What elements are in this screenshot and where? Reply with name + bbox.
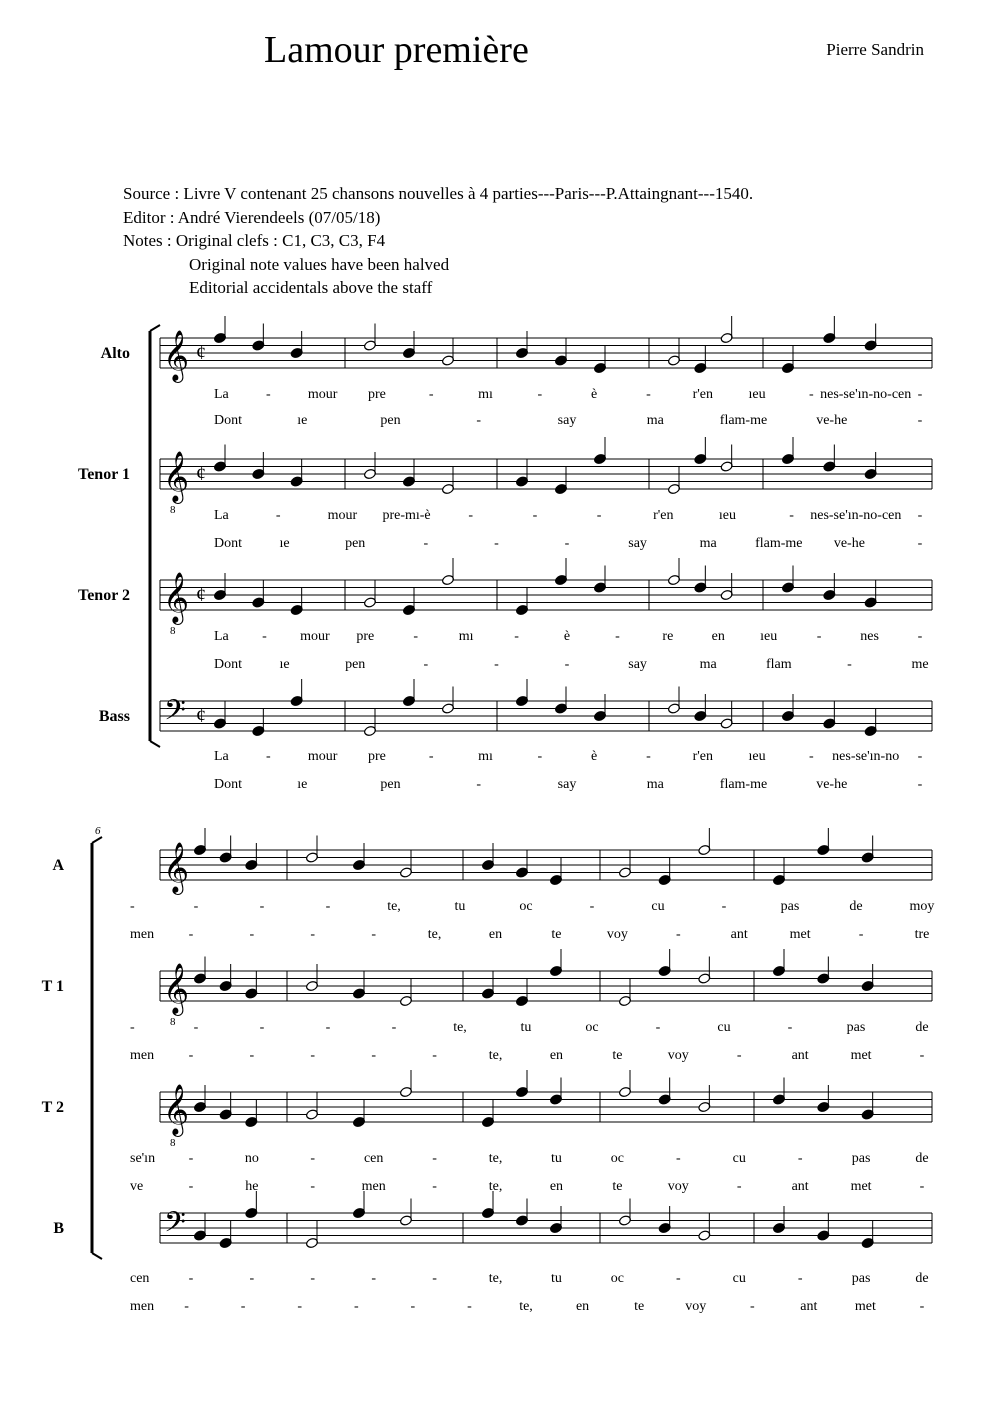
lyric-syllable: say <box>628 657 647 672</box>
lyric-syllable: - <box>325 1020 331 1035</box>
notes-line: Notes : Original clefs : C1, C3, C3, F4 <box>123 231 386 250</box>
lyric-syllable: mı <box>458 629 474 644</box>
lyric-syllable: te, <box>453 1020 467 1035</box>
lyric-syllable: tu <box>520 1020 532 1035</box>
octave-8-mark: 8 <box>170 1016 176 1028</box>
lyric-syllable: - <box>240 1299 246 1314</box>
lyric-syllable: men <box>130 927 155 942</box>
source-line: Source : Livre V contenant 25 chansons nouvelles à 4 parties---Paris---P.Attaingnant---1540. <box>123 184 754 203</box>
lyric-syllable: pen <box>345 536 366 551</box>
lyric-syllable: ma <box>646 777 664 792</box>
lyric-syllable: ma <box>699 536 717 551</box>
lyric-syllable: - <box>919 1179 925 1194</box>
lyric-syllable: - <box>391 1020 397 1035</box>
lyric-syllable: - <box>514 629 519 644</box>
lyric-syllable: men <box>130 1048 155 1063</box>
lyric-syllable: te <box>612 1048 623 1063</box>
lyric-syllable: - <box>816 629 822 644</box>
lyric-syllable: ant <box>791 1048 809 1063</box>
lyric-syllable: - <box>809 749 814 764</box>
lyric-syllable: ve-he <box>816 413 848 428</box>
lyric-syllable: me <box>911 657 929 672</box>
treble-clef-icon: 𝄞 <box>163 331 190 380</box>
lyric-syllable: - <box>476 777 482 792</box>
lyric-syllable: La <box>214 508 229 523</box>
bass-clef-icon: 𝄢 <box>164 696 186 733</box>
lyric-syllable: ıe <box>297 777 308 792</box>
lyric-syllable: pas <box>851 1271 871 1286</box>
cut-time-icon: ¢ <box>196 463 206 485</box>
lyric-syllable: - <box>797 1271 803 1286</box>
part-label: B <box>53 1220 64 1237</box>
lyric-syllable: Dont <box>214 536 242 551</box>
lyric-syllable: - <box>787 1020 793 1035</box>
part-label: Bass <box>98 708 130 725</box>
lyric-syllable: Dont <box>214 413 242 428</box>
lyric-syllable: - <box>675 1151 681 1166</box>
lyric-syllable: say <box>628 536 647 551</box>
lyric-syllable: Dont <box>214 657 242 672</box>
lyric-syllable: ant <box>730 927 748 942</box>
lyric-syllable: pre-mı-è <box>382 508 431 523</box>
bracket-top-hook <box>92 837 102 843</box>
lyric-syllable: - <box>423 536 429 551</box>
lyric-syllable: - <box>919 1048 925 1063</box>
octave-8-mark: 8 <box>170 504 176 516</box>
lyric-syllable: - <box>310 1151 316 1166</box>
lyric-syllable: - <box>537 387 543 402</box>
lyric-syllable: - <box>917 629 923 644</box>
lyric-syllable: - <box>858 927 864 942</box>
measure-number: 6 <box>95 825 101 837</box>
lyric-syllable: - <box>476 413 482 428</box>
lyric-syllable: - <box>494 536 499 551</box>
lyric-syllable: de <box>915 1020 929 1035</box>
lyric-syllable: - <box>275 508 281 523</box>
lyric-syllable: de <box>849 899 863 914</box>
lyric-syllable: - <box>537 749 543 764</box>
lyric-syllable: - <box>646 387 651 402</box>
lyric-syllable: - <box>917 387 923 402</box>
lyric-syllable: - <box>467 1299 472 1314</box>
lyric-syllable: ıe <box>297 413 308 428</box>
lyric-syllable: - <box>130 899 135 914</box>
lyric-syllable: oc <box>610 1271 624 1286</box>
lyric-syllable: - <box>789 508 794 523</box>
lyric-syllable: - <box>564 657 570 672</box>
octave-8-mark: 8 <box>170 625 176 637</box>
lyric-syllable: - <box>310 1271 316 1286</box>
lyric-syllable: nes <box>860 629 879 644</box>
lyric-syllable: è <box>591 749 598 764</box>
part-label: Alto <box>100 345 130 362</box>
lyric-syllable: te, <box>387 899 401 914</box>
lyric-syllable: - <box>259 1020 265 1035</box>
lyric-syllable: en <box>549 1179 564 1194</box>
lyric-syllable: r'en <box>692 387 713 402</box>
cut-time-icon: ¢ <box>196 705 206 727</box>
lyric-syllable: met <box>850 1179 872 1194</box>
bracket-bottom-hook <box>92 1253 102 1259</box>
lyric-syllable: - <box>262 629 267 644</box>
lyric-syllable: - <box>675 1271 681 1286</box>
lyric-syllable: ma <box>646 413 664 428</box>
lyric-syllable: - <box>310 927 316 942</box>
lyric-syllable: - <box>917 777 923 792</box>
lyric-syllable: pen <box>345 657 366 672</box>
lyric-syllable: mour <box>307 387 338 402</box>
lyric-syllable: La <box>214 749 229 764</box>
lyric-syllable: - <box>130 1020 135 1035</box>
lyric-syllable: - <box>297 1299 303 1314</box>
lyric-syllable: - <box>249 1271 255 1286</box>
lyric-syllable: - <box>797 1151 803 1166</box>
lyric-syllable: - <box>249 1048 255 1063</box>
lyric-syllable: en <box>488 927 503 942</box>
lyric-syllable: - <box>428 387 434 402</box>
lyric-syllable: men <box>361 1179 386 1194</box>
lyric-syllable: te, <box>488 1048 503 1063</box>
lyric-syllable: te, <box>427 927 442 942</box>
lyric-syllable: voy <box>667 1179 689 1194</box>
lyric-syllable: - <box>917 536 923 551</box>
lyric-syllable: - <box>188 1271 194 1286</box>
bass-clef-icon: 𝄢 <box>164 1208 186 1245</box>
lyric-syllable: men <box>130 1299 155 1314</box>
lyric-syllable: - <box>432 1179 437 1194</box>
lyric-syllable: moy <box>909 899 935 914</box>
lyric-syllable: pen <box>380 413 401 428</box>
lyric-syllable: flam-me <box>719 777 768 792</box>
lyric-syllable: no <box>244 1151 259 1166</box>
lyric-syllable: de <box>915 1151 929 1166</box>
lyric-syllable: oc <box>585 1020 599 1035</box>
lyric-syllable: - <box>596 508 602 523</box>
lyric-syllable: cen <box>363 1151 384 1166</box>
lyric-syllable: en <box>575 1299 590 1314</box>
lyric-syllable: - <box>410 1299 416 1314</box>
part-label: A <box>52 857 64 874</box>
cut-time-icon: ¢ <box>196 342 206 364</box>
lyric-syllable: - <box>564 536 570 551</box>
lyric-syllable: - <box>736 1179 742 1194</box>
treble-clef-icon: 𝄞 <box>163 843 190 892</box>
treble-clef-icon: 𝄞 <box>163 964 190 1013</box>
lyric-syllable: - <box>721 899 727 914</box>
lyric-syllable: ıeu <box>748 387 766 402</box>
lyric-syllable: te <box>634 1299 645 1314</box>
lyric-syllable: - <box>494 657 499 672</box>
lyric-syllable: re <box>662 629 674 644</box>
lyric-syllable: - <box>847 657 852 672</box>
lyric-syllable: tre <box>914 927 930 942</box>
lyric-syllable: tu <box>551 1151 562 1166</box>
lyric-syllable: - <box>809 387 814 402</box>
lyric-syllable: ve-he <box>816 777 848 792</box>
lyric-syllable: è <box>563 629 571 644</box>
lyric-syllable: te <box>551 927 562 942</box>
lyric-syllable: he <box>245 1179 259 1194</box>
notes-line-2: Original note values have been halved <box>189 254 450 274</box>
lyric-syllable: - <box>917 508 923 523</box>
lyric-syllable: flam-me <box>755 536 803 551</box>
lyric-syllable: pen <box>380 777 401 792</box>
lyric-syllable: say <box>557 413 577 428</box>
lyric-syllable: - <box>249 927 255 942</box>
lyric-syllable: - <box>468 508 474 523</box>
lyric-syllable: - <box>589 899 595 914</box>
lyric-syllable: mı <box>478 387 493 402</box>
lyric-syllable: - <box>188 1151 194 1166</box>
lyric-syllable: en <box>549 1048 564 1063</box>
lyric-syllable: ma <box>699 657 717 672</box>
treble-clef-icon: 𝄞 <box>163 1085 190 1134</box>
lyric-syllable: - <box>188 1179 194 1194</box>
lyric-syllable: pas <box>846 1020 866 1035</box>
lyric-syllable: ıeu <box>748 749 766 764</box>
lyric-syllable: cu <box>717 1020 731 1035</box>
lyric-syllable: ant <box>800 1299 818 1314</box>
lyric-syllable: - <box>655 1020 661 1035</box>
lyric-syllable: ıeu <box>760 629 778 644</box>
lyric-syllable: pas <box>780 899 800 914</box>
lyric-syllable: - <box>423 657 429 672</box>
lyric-syllable: - <box>310 1179 316 1194</box>
lyric-syllable: - <box>265 749 271 764</box>
lyric-syllable: Dont <box>214 777 242 792</box>
lyric-syllable: - <box>371 1271 377 1286</box>
lyric-syllable: - <box>371 927 377 942</box>
lyric-syllable: pre <box>367 387 386 402</box>
lyric-syllable: - <box>371 1048 377 1063</box>
part-label: Tenor 2 <box>77 587 130 604</box>
lyric-syllable: mı <box>478 749 493 764</box>
lyric-syllable: mour <box>307 749 338 764</box>
lyric-syllable: - <box>919 1299 925 1314</box>
composer-name: Pierre Sandrin <box>826 40 924 59</box>
lyric-syllable: mour <box>327 508 358 523</box>
lyric-syllable: ant <box>791 1179 809 1194</box>
lyric-syllable: tu <box>454 899 466 914</box>
lyric-syllable: - <box>917 413 923 428</box>
lyric-syllable: - <box>188 1048 194 1063</box>
lyric-syllable: - <box>413 629 419 644</box>
lyric-syllable: pas <box>851 1151 871 1166</box>
lyric-syllable: tu <box>551 1271 562 1286</box>
lyric-syllable: te, <box>488 1151 503 1166</box>
lyric-syllable: ıe <box>279 536 290 551</box>
lyric-syllable: - <box>188 927 194 942</box>
lyric-syllable: pre <box>367 749 386 764</box>
lyric-syllable: te, <box>519 1299 533 1314</box>
lyric-syllable: se'ın <box>130 1151 156 1166</box>
treble-clef-icon: 𝄞 <box>163 573 190 622</box>
lyric-syllable: - <box>259 899 265 914</box>
part-label: T 1 <box>41 978 64 995</box>
lyric-syllable: - <box>675 927 681 942</box>
notes-line-3: Editorial accidentals above the staff <box>189 278 433 297</box>
lyric-syllable: flam-me <box>719 413 768 428</box>
lyric-syllable: cu <box>732 1271 746 1286</box>
octave-8-mark: 8 <box>170 1137 176 1149</box>
lyric-syllable: cu <box>732 1151 746 1166</box>
lyric-syllable: - <box>917 749 923 764</box>
lyric-syllable: - <box>265 387 271 402</box>
lyric-syllable: mour <box>300 629 330 644</box>
lyric-syllable: - <box>432 1048 437 1063</box>
lyric-syllable: te, <box>488 1179 503 1194</box>
lyric-syllable: - <box>615 629 620 644</box>
lyric-syllable: - <box>184 1299 189 1314</box>
lyric-syllable: cu <box>651 899 665 914</box>
cut-time-icon: ¢ <box>196 584 206 606</box>
lyric-syllable: ıeu <box>718 508 737 523</box>
lyric-syllable: - <box>432 1151 437 1166</box>
lyric-syllable: pre <box>356 629 375 644</box>
lyric-syllable: nes-se'ın-no-cen <box>820 387 912 402</box>
part-label: T 2 <box>41 1099 64 1116</box>
lyric-syllable: ve <box>130 1179 144 1194</box>
lyric-syllable: met <box>850 1048 872 1063</box>
lyric-syllable: La <box>214 387 229 402</box>
lyric-syllable: - <box>193 1020 199 1035</box>
bracket-bottom-hook <box>150 741 160 747</box>
lyric-syllable: ve-he <box>833 536 865 551</box>
lyric-syllable: - <box>310 1048 316 1063</box>
piece-title: Lamour première <box>264 29 529 71</box>
lyric-syllable: voy <box>667 1048 689 1063</box>
lyric-syllable: - <box>325 899 331 914</box>
lyric-syllable: ıe <box>279 657 290 672</box>
lyric-syllable: oc <box>519 899 533 914</box>
lyric-syllable: nes-se'ın-no <box>832 749 900 764</box>
lyric-syllable: te <box>612 1179 623 1194</box>
editor-line: Editor : André Vierendeels (07/05/18) <box>123 207 381 227</box>
lyric-syllable: met <box>789 927 811 942</box>
lyric-syllable: - <box>353 1299 359 1314</box>
lyric-syllable: - <box>749 1299 755 1314</box>
lyric-syllable: met <box>854 1299 876 1314</box>
lyric-syllable: - <box>736 1048 742 1063</box>
lyric-syllable: r'en <box>692 749 713 764</box>
lyric-syllable: oc <box>610 1151 624 1166</box>
lyric-syllable: cen <box>130 1271 150 1286</box>
lyric-syllable: - <box>193 899 199 914</box>
lyric-syllable: La <box>214 629 229 644</box>
lyric-syllable: - <box>646 749 651 764</box>
lyric-syllable: r'en <box>653 508 674 523</box>
lyric-syllable: - <box>532 508 538 523</box>
lyric-syllable: flam <box>765 657 792 672</box>
lyric-syllable: te, <box>488 1271 503 1286</box>
lyric-syllable: voy <box>685 1299 707 1314</box>
treble-clef-icon: 𝄞 <box>163 452 190 501</box>
lyric-syllable: - <box>432 1271 437 1286</box>
lyric-syllable: è <box>591 387 598 402</box>
lyric-syllable: en <box>711 629 725 644</box>
lyric-syllable: say <box>557 777 577 792</box>
lyric-syllable: voy <box>606 927 628 942</box>
part-label: Tenor 1 <box>77 466 130 483</box>
lyric-syllable: - <box>428 749 434 764</box>
bracket-top-hook <box>150 325 160 331</box>
lyric-syllable: nes-se'ın-no-cen <box>810 508 902 523</box>
lyric-syllable: de <box>915 1271 929 1286</box>
